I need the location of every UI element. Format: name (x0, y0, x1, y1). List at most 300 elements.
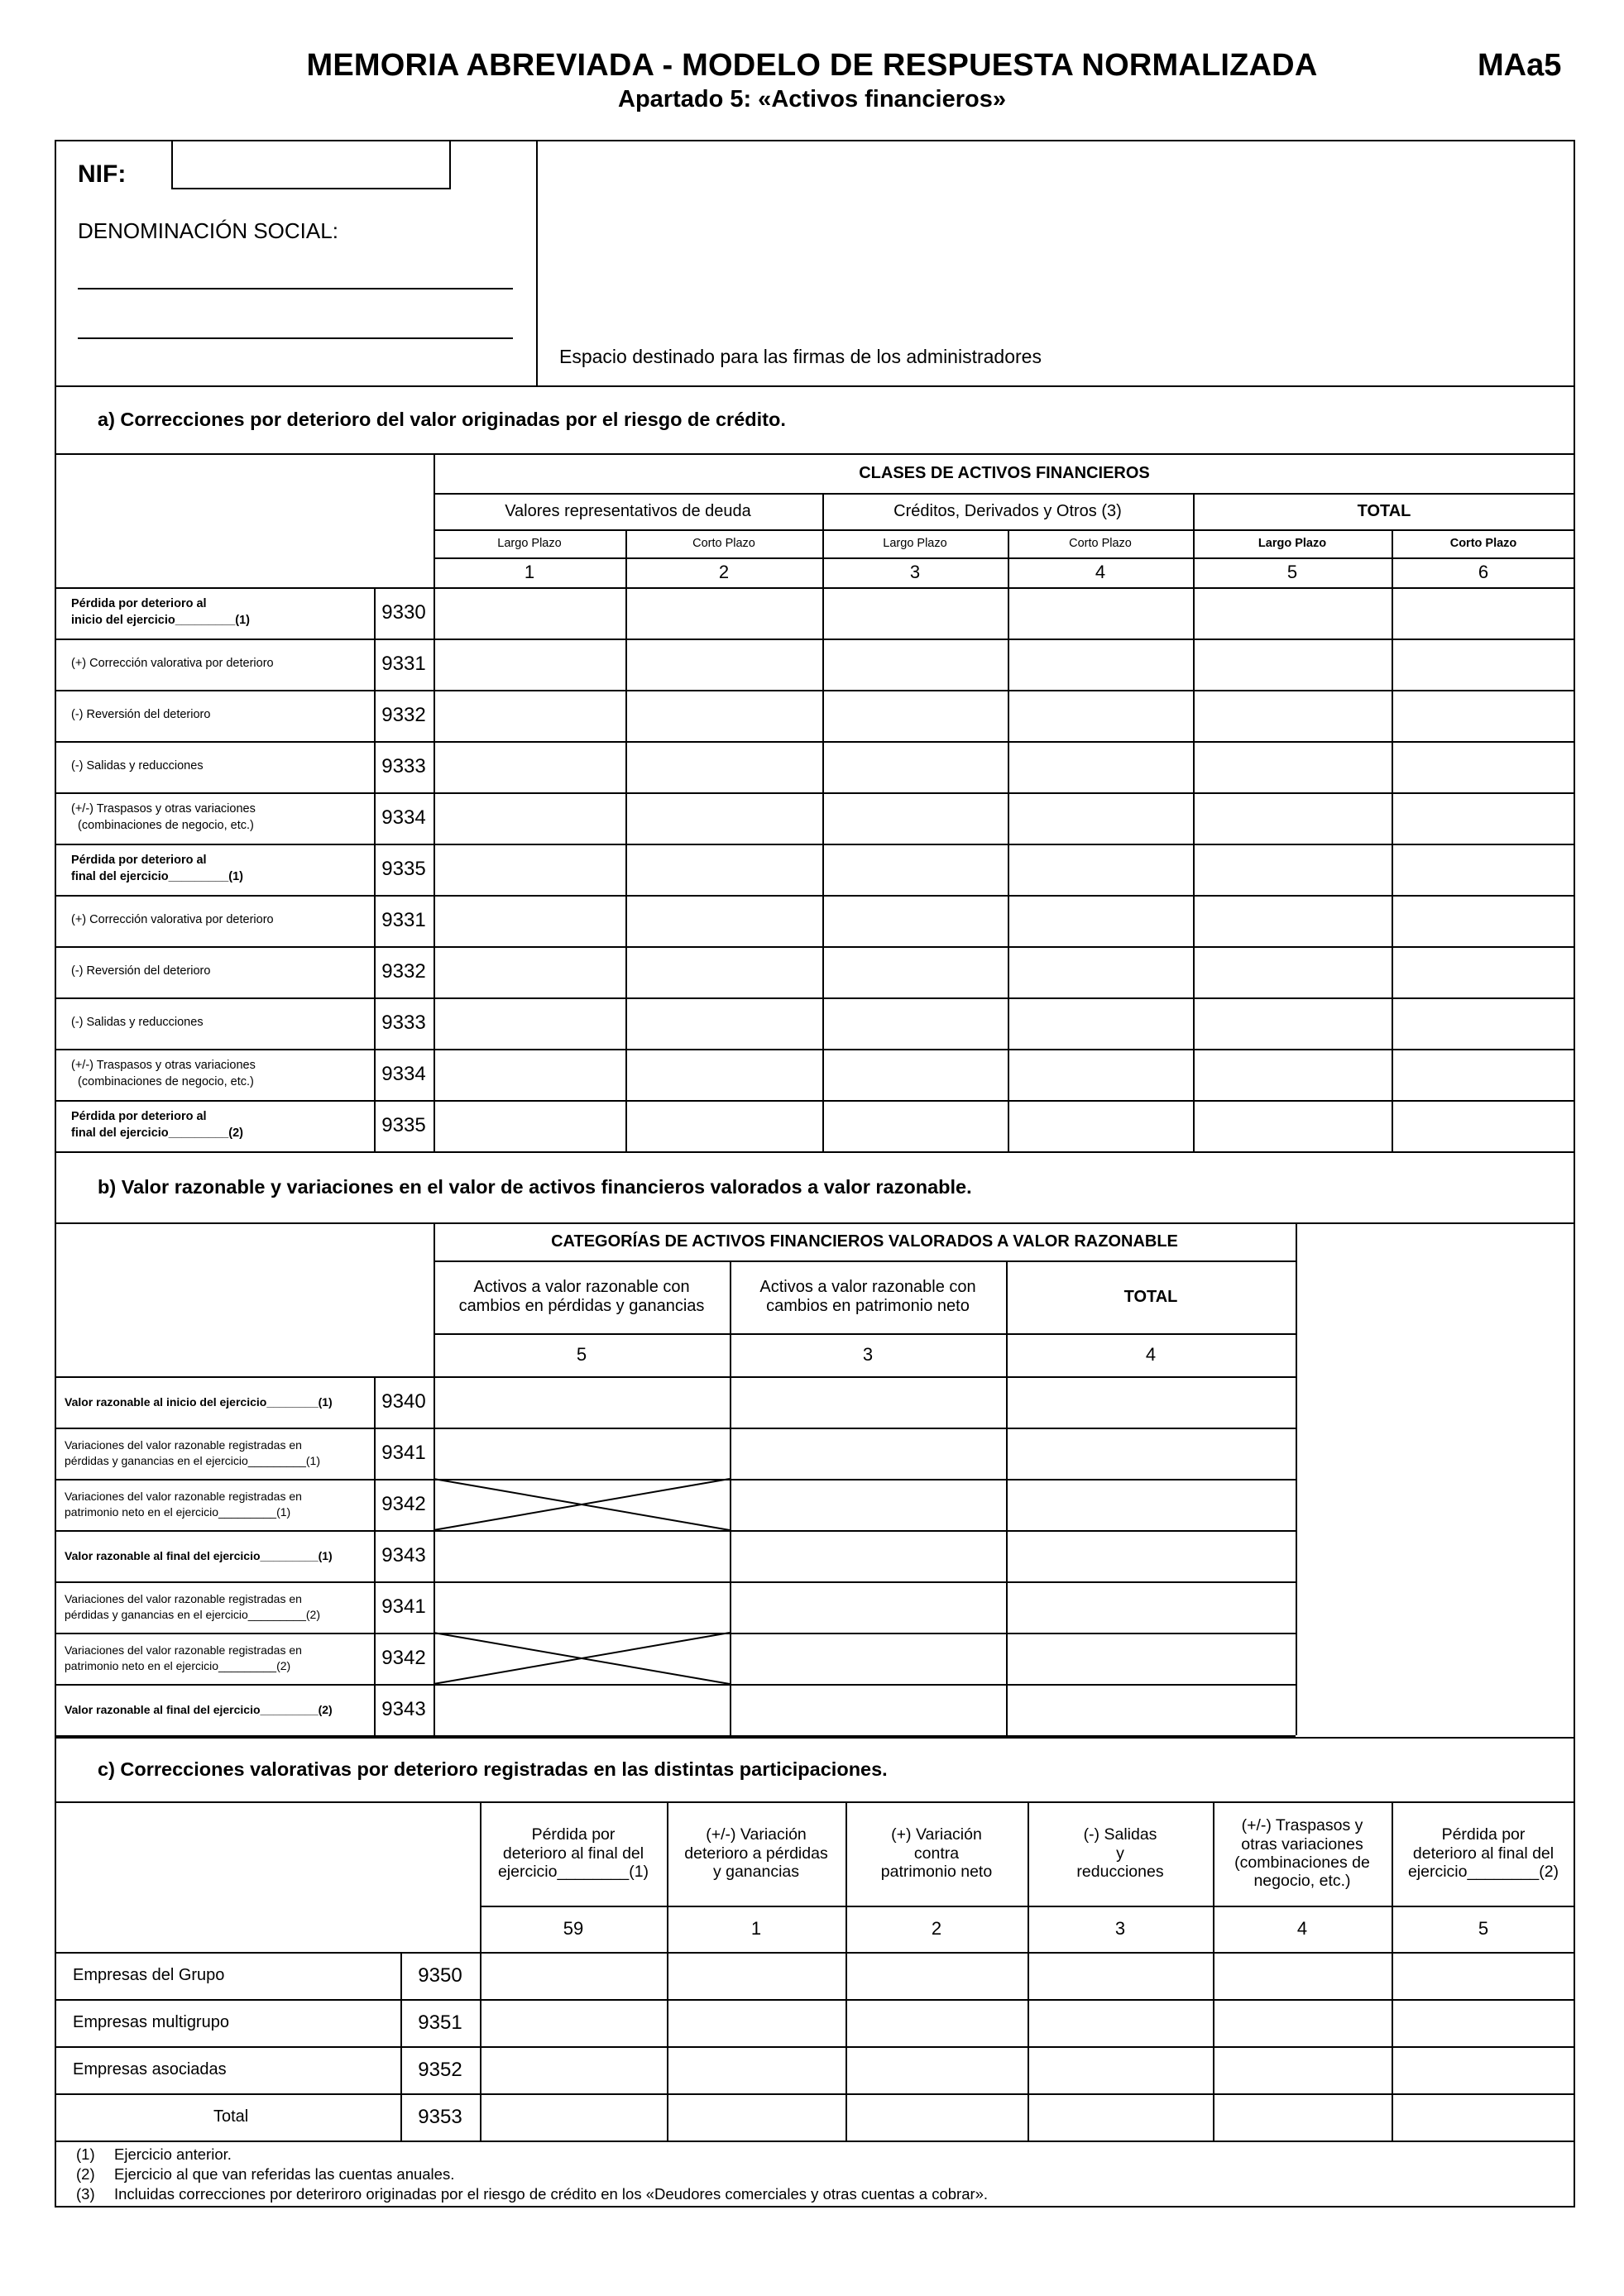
row-code-a-11: 9335 (381, 1114, 426, 1137)
participation-header-line: ejercicio________(1) (497, 1863, 649, 1882)
input-c-r1-c3[interactable] (849, 1955, 1024, 1996)
participation-header-1 (480, 1801, 667, 1906)
input-c-r3-c3[interactable] (849, 2050, 1024, 2090)
participation-header-4 (1028, 1801, 1213, 1906)
row-label-line-1: Variaciones del valor razonable registradas en (65, 1592, 302, 1606)
input-a-r3-c6[interactable] (1395, 693, 1572, 738)
row-label-line-1: Variaciones del valor razonable registradas en (65, 1490, 302, 1504)
input-b-r5-c1[interactable] (437, 1585, 726, 1629)
grid-line (625, 529, 627, 587)
footnote-3 (76, 2185, 988, 2203)
grid-line (1006, 1376, 1008, 1735)
input-a-r9-c1[interactable] (437, 1001, 622, 1045)
row-code-b-4: 9343 (381, 1544, 426, 1567)
grid-line (730, 1260, 731, 1376)
input-b-r1-c1[interactable] (437, 1380, 726, 1424)
input-c-r4-c5[interactable] (1216, 2097, 1388, 2137)
category-header-1 (434, 1260, 730, 1333)
row-code-a-9: 9333 (381, 1012, 426, 1035)
input-c-r4-c6[interactable] (1395, 2097, 1572, 2137)
input-b-r2-c1[interactable] (437, 1431, 726, 1476)
participation-header-line: ejercicio________(2) (1407, 1863, 1559, 1882)
grid-line (1392, 587, 1393, 1151)
row-label-text (71, 596, 250, 629)
input-a-r11-c3[interactable] (826, 1103, 1004, 1148)
participation-header-line: (+/-) Traspasos y (1241, 1816, 1363, 1835)
category-number-2: 3 (862, 1344, 874, 1366)
input-c-r2-c2[interactable] (670, 2002, 842, 2043)
input-a-r8-c1[interactable] (437, 949, 622, 994)
input-c-r3-c4[interactable] (1031, 2050, 1210, 2090)
row-label-line-2: pérdidas y ganancias en el ejercicio_________(2) (65, 1608, 320, 1621)
participation-header-line: Pérdida por (1441, 1825, 1526, 1844)
input-b-r2-c2[interactable] (733, 1431, 1003, 1476)
row-label-a-2 (71, 639, 369, 690)
input-a-r10-c1[interactable] (437, 1052, 622, 1097)
input-a-r9-c6[interactable] (1395, 1001, 1572, 1045)
categorias-header: CATEGORÍAS DE ACTIVOS FINANCIEROS VALORADOS A VALOR RAZONABLE (551, 1232, 1178, 1251)
input-a-r7-c2[interactable] (629, 898, 819, 943)
input-a-r1-c5[interactable] (1196, 591, 1388, 635)
grid-line (480, 1801, 481, 2141)
row-label-a-1 (71, 587, 369, 639)
input-b-r7-c1[interactable] (437, 1687, 726, 1732)
grid-line (434, 557, 1575, 559)
denominacion-line-2[interactable] (78, 308, 513, 339)
input-a-r10-c3[interactable] (826, 1052, 1004, 1097)
input-a-r8-c5[interactable] (1196, 949, 1388, 994)
input-b-r1-c2[interactable] (733, 1380, 1003, 1424)
input-a-r2-c6[interactable] (1395, 642, 1572, 686)
input-a-r1-c4[interactable] (1011, 591, 1190, 635)
category-number-3: 4 (1145, 1344, 1157, 1366)
grid-line (1193, 493, 1195, 587)
row-label-a-11 (71, 1100, 369, 1151)
input-b-r5-c3[interactable] (1009, 1585, 1292, 1629)
input-a-r8-c4[interactable] (1011, 949, 1190, 994)
input-a-r10-c5[interactable] (1196, 1052, 1388, 1097)
class-header-1: Valores representativos de deuda (505, 501, 751, 520)
grid-line (434, 587, 435, 1151)
column-number-1: 1 (524, 562, 535, 583)
form-code: MAa5 (1478, 48, 1562, 83)
footnote-number: (1) (76, 2145, 95, 2163)
row-label-text (65, 1702, 333, 1718)
row-label-line-2: final del ejercicio_________(2) (71, 1126, 243, 1140)
participation-header-line: deterioro al final del (502, 1844, 644, 1863)
participation-header-line: patrimonio neto (880, 1863, 993, 1882)
category-header-2 (730, 1260, 1006, 1333)
grid-line (1392, 1801, 1393, 2141)
grid-line (1193, 587, 1195, 1151)
input-a-r7-c5[interactable] (1196, 898, 1388, 943)
row-label-line-1: Pérdida por deterioro al (71, 854, 207, 868)
input-c-r1-c1[interactable] (483, 1955, 663, 1996)
input-b-r6-c3[interactable] (1009, 1636, 1292, 1681)
row-label-text (71, 1058, 256, 1090)
row-code-a-6: 9335 (381, 858, 426, 881)
participation-header-line: deterioro al final del (1412, 1844, 1555, 1863)
denominacion-label: DENOMINACIÓN SOCIAL: (78, 218, 338, 243)
firmas-note: Espacio destinado para las firmas de los administradores (559, 346, 1042, 367)
grid-line (434, 1333, 1296, 1335)
category-header-line-1: Activos a valor razonable con (473, 1278, 690, 1296)
participation-number-6: 5 (1478, 1918, 1489, 1940)
input-a-r8-c6[interactable] (1395, 949, 1572, 994)
input-b-r7-c3[interactable] (1009, 1687, 1292, 1732)
input-a-r11-c5[interactable] (1196, 1103, 1388, 1148)
row-label-line-1: Variaciones del valor razonable registradas en (65, 1643, 302, 1657)
denominacion-line-1[interactable] (78, 258, 513, 289)
column-number-2: 2 (718, 562, 730, 583)
row-label-b-3 (65, 1479, 372, 1530)
row-label-text (65, 1548, 333, 1564)
row-code-a-7: 9331 (381, 909, 426, 932)
input-b-r4-c1[interactable] (437, 1533, 726, 1578)
input-a-r6-c6[interactable] (1395, 847, 1572, 892)
participation-header-6 (1392, 1801, 1575, 1906)
grid-line (822, 587, 824, 1151)
input-c-r1-c5[interactable] (1216, 1955, 1388, 1996)
input-a-r1-c6[interactable] (1395, 591, 1572, 635)
row-code-a-10: 9334 (381, 1063, 426, 1086)
input-a-r11-c4[interactable] (1011, 1103, 1190, 1148)
participation-number-4: 3 (1114, 1918, 1126, 1940)
input-a-r6-c2[interactable] (629, 847, 819, 892)
class-header-3: TOTAL (1357, 501, 1411, 520)
category-header-3 (1006, 1260, 1296, 1333)
input-c-r1-c2[interactable] (670, 1955, 842, 1996)
input-a-r9-c4[interactable] (1011, 1001, 1190, 1045)
subheader-1: Largo Plazo (497, 536, 562, 550)
participation-header-line: deterioro a pérdidas (684, 1844, 828, 1863)
input-a-r4-c3[interactable] (826, 744, 1004, 789)
input-a-r3-c5[interactable] (1196, 693, 1388, 738)
participation-header-3 (846, 1801, 1028, 1906)
section-a-title: a) Correcciones por deterioro del valor originadas por el riesgo de crédito. (98, 409, 786, 430)
input-a-r10-c2[interactable] (629, 1052, 819, 1097)
input-a-r4-c2[interactable] (629, 744, 819, 789)
row-label-line-2: inicio del ejercicio_________(1) (71, 614, 251, 627)
subheader-5: Largo Plazo (1258, 536, 1327, 550)
nif-label: NIF: (78, 160, 127, 188)
input-b-r7-c2[interactable] (733, 1687, 1003, 1732)
grid-line (400, 1952, 402, 2141)
row-label-text (71, 707, 210, 724)
row-code-b-6: 9342 (381, 1647, 426, 1670)
input-a-r2-c1[interactable] (437, 642, 622, 686)
input-a-r5-c6[interactable] (1395, 796, 1572, 840)
row-label-line-1: (+/-) Traspasos y otras variaciones (71, 1059, 256, 1073)
participation-header-line: (-) Salidas (1083, 1825, 1157, 1844)
participation-header-2 (667, 1801, 846, 1906)
grid-line (1213, 1801, 1214, 2141)
category-header-line-1: Activos a valor razonable con (759, 1278, 976, 1296)
row-label-line-1: Variaciones del valor razonable registradas en (65, 1438, 302, 1452)
input-b-r4-c3[interactable] (1009, 1533, 1292, 1578)
input-a-r10-c6[interactable] (1395, 1052, 1572, 1097)
input-a-r6-c3[interactable] (826, 847, 1004, 892)
input-a-r3-c1[interactable] (437, 693, 622, 738)
participation-row-code-2: 9351 (418, 2011, 462, 2034)
row-label-line-1: (+) Corrección valorativa por deterioro (71, 913, 274, 927)
row-code-b-5: 9341 (381, 1595, 426, 1619)
input-c-r2-c3[interactable] (849, 2002, 1024, 2043)
participation-header-line: y ganancias (712, 1863, 800, 1882)
grid-line (374, 587, 376, 1151)
input-b-r4-c2[interactable] (733, 1533, 1003, 1578)
participation-row-label-2: Empresas multigrupo (73, 2013, 229, 2031)
row-code-a-3: 9332 (381, 704, 426, 727)
input-c-r3-c2[interactable] (670, 2050, 842, 2090)
input-a-r5-c2[interactable] (629, 796, 819, 840)
grid-line (1028, 1801, 1029, 2141)
column-number-5: 5 (1286, 562, 1298, 583)
row-label-a-6 (71, 844, 369, 895)
input-a-r3-c2[interactable] (629, 693, 819, 738)
grid-line (434, 453, 435, 587)
grid-line (434, 1376, 435, 1735)
row-code-a-4: 9333 (381, 755, 426, 778)
participation-header-line: (combinaciones de (1234, 1854, 1370, 1872)
input-a-r7-c1[interactable] (437, 898, 622, 943)
input-c-r2-c5[interactable] (1216, 2002, 1388, 2043)
input-a-r9-c5[interactable] (1196, 1001, 1388, 1045)
row-label-text (65, 1591, 320, 1623)
column-number-4: 4 (1095, 562, 1106, 583)
row-label-line-2: patrimonio neto en el ejercicio_________(1) (65, 1505, 291, 1519)
footnote-1 (76, 2145, 232, 2164)
footnote-text: Ejercicio anterior. (114, 2145, 232, 2163)
participation-row-label-1: Empresas del Grupo (73, 1966, 225, 1984)
clases-header: CLASES DE ACTIVOS FINANCIEROS (859, 463, 1150, 482)
crossed-out-cell (434, 1633, 730, 1684)
category-number-1: 5 (576, 1344, 587, 1366)
subheader-3: Largo Plazo (883, 536, 947, 550)
input-a-r6-c4[interactable] (1011, 847, 1190, 892)
row-label-b-6 (65, 1633, 372, 1684)
form-title: MEMORIA ABREVIADA - MODELO DE RESPUESTA NORMALIZADA (306, 48, 1318, 83)
participation-row-code-3: 9352 (418, 2058, 462, 2081)
row-label-line-1: (+/-) Traspasos y otras variaciones (71, 802, 256, 816)
row-label-b-2 (65, 1428, 372, 1479)
row-label-line-1: Valor razonable al inicio del ejercicio________(1) (65, 1394, 333, 1409)
participation-header-5 (1213, 1801, 1392, 1906)
input-a-r11-c2[interactable] (629, 1103, 819, 1148)
input-a-r2-c3[interactable] (826, 642, 1004, 686)
participation-row-label-3: Empresas asociadas (73, 2060, 227, 2078)
row-code-a-1: 9330 (381, 601, 426, 624)
grid-line (1296, 1222, 1297, 1376)
input-a-r1-c1[interactable] (437, 591, 622, 635)
crossed-out-cell (434, 1479, 730, 1530)
input-c-r1-c6[interactable] (1395, 1955, 1572, 1996)
grid-line (1006, 1260, 1008, 1376)
row-label-line-2: final del ejercicio_________(1) (71, 870, 243, 883)
grid-line (667, 1801, 668, 2141)
row-label-a-10 (71, 1049, 369, 1100)
input-a-r4-c4[interactable] (1011, 744, 1190, 789)
row-label-text (65, 1489, 302, 1520)
input-c-r3-c1[interactable] (483, 2050, 663, 2090)
participation-header-line: y (1116, 1844, 1124, 1863)
subheader-6: Corto Plazo (1449, 536, 1517, 550)
row-label-text (71, 964, 210, 980)
input-c-r1-c4[interactable] (1031, 1955, 1210, 1996)
input-a-r5-c3[interactable] (826, 796, 1004, 840)
grid-line (846, 1801, 847, 2141)
input-c-r2-c1[interactable] (483, 2002, 663, 2043)
row-code-b-3: 9342 (381, 1493, 426, 1516)
input-c-r2-c4[interactable] (1031, 2002, 1210, 2043)
footnote-number: (2) (76, 2165, 95, 2183)
input-b-r3-c3[interactable] (1009, 1482, 1292, 1527)
input-a-r2-c2[interactable] (629, 642, 819, 686)
row-label-a-7 (71, 895, 369, 946)
input-c-r4-c2[interactable] (670, 2097, 842, 2137)
input-a-r3-c3[interactable] (826, 693, 1004, 738)
participation-number-5: 4 (1296, 1918, 1308, 1940)
row-label-text (71, 656, 274, 672)
row-label-b-5 (65, 1581, 372, 1633)
input-c-r2-c6[interactable] (1395, 2002, 1572, 2043)
footnote-text: Ejercicio al que van referidas las cuentas anuales. (114, 2165, 455, 2183)
row-label-b-4 (65, 1530, 372, 1581)
input-c-r3-c5[interactable] (1216, 2050, 1388, 2090)
firmas-divider (536, 140, 538, 386)
row-label-line-1: (+) Corrección valorativa por deterioro (71, 657, 274, 671)
input-b-r3-c2[interactable] (733, 1482, 1003, 1527)
grid-line (1008, 529, 1009, 587)
row-label-line-2: (combinaciones de negocio, etc.) (71, 819, 254, 832)
grid-line (730, 1376, 731, 1735)
input-a-r5-c4[interactable] (1011, 796, 1190, 840)
row-label-text (71, 1109, 243, 1141)
row-label-a-9 (71, 997, 369, 1049)
row-label-line-2: (combinaciones de negocio, etc.) (71, 1075, 254, 1088)
input-c-r4-c4[interactable] (1031, 2097, 1210, 2137)
footnote-text: Incluidas correcciones por deteriroro originadas por el riesgo de crédito en los «Deudores comerciales y otras cuentas a cobrar». (114, 2185, 989, 2203)
input-a-r8-c2[interactable] (629, 949, 819, 994)
input-a-r5-c5[interactable] (1196, 796, 1388, 840)
row-label-line-1: Pérdida por deterioro al (71, 597, 207, 611)
row-label-line-1: (-) Reversión del deterioro (71, 708, 211, 722)
participation-number-3: 2 (931, 1918, 942, 1940)
row-label-text (71, 853, 243, 885)
section-c-title: c) Correcciones valorativas por deterioro registradas en las distintas participaciones. (98, 1758, 888, 1780)
input-b-r6-c2[interactable] (733, 1636, 1003, 1681)
grid-line (822, 493, 824, 587)
row-label-text (71, 758, 204, 775)
participation-header-line: negocio, etc.) (1253, 1872, 1351, 1891)
input-c-r4-c1[interactable] (483, 2097, 663, 2137)
input-a-r3-c4[interactable] (1011, 693, 1190, 738)
row-code-a-8: 9332 (381, 960, 426, 983)
row-label-text (71, 801, 256, 834)
grid-line (374, 1376, 376, 1735)
input-a-r1-c2[interactable] (629, 591, 819, 635)
row-code-a-2: 9331 (381, 653, 426, 676)
row-label-b-1 (65, 1376, 372, 1428)
input-a-r4-c6[interactable] (1395, 744, 1572, 789)
section-b-title: b) Valor razonable y variaciones en el valor de activos financieros valorados a valor razonable. (98, 1176, 972, 1198)
grid-line (434, 1222, 435, 1376)
row-code-b-7: 9343 (381, 1698, 426, 1721)
row-label-line-1: Valor razonable al final del ejercicio_________(2) (65, 1702, 333, 1716)
row-code-b-1: 9340 (381, 1390, 426, 1413)
footnote-2 (76, 2165, 454, 2184)
participation-header-line: reducciones (1076, 1863, 1164, 1882)
class-header-2: Créditos, Derivados y Otros (3) (893, 501, 1122, 520)
grid-line (1296, 1376, 1297, 1735)
grid-line (1008, 587, 1009, 1151)
participation-number-2: 1 (750, 1918, 762, 1940)
participation-header-line: Pérdida por (531, 1825, 616, 1844)
input-a-r6-c1[interactable] (437, 847, 622, 892)
input-c-r3-c6[interactable] (1395, 2050, 1572, 2090)
row-label-line-2: pérdidas y ganancias en el ejercicio_________(1) (65, 1454, 320, 1467)
input-a-r2-c4[interactable] (1011, 642, 1190, 686)
participation-header-line: (+) Variación (891, 1825, 982, 1844)
input-a-r8-c3[interactable] (826, 949, 1004, 994)
row-label-a-8 (71, 946, 369, 997)
participation-number-1: 59 (563, 1918, 584, 1940)
column-number-3: 3 (909, 562, 921, 583)
participation-header-line: contra (913, 1844, 960, 1863)
input-a-r2-c5[interactable] (1196, 642, 1388, 686)
column-number-6: 6 (1478, 562, 1489, 583)
input-a-r7-c3[interactable] (826, 898, 1004, 943)
nif-input[interactable] (171, 140, 451, 189)
input-b-r5-c2[interactable] (733, 1585, 1003, 1629)
form-subtitle: Apartado 5: «Activos financieros» (618, 86, 1006, 112)
grid-line (1392, 529, 1393, 587)
category-header-line-2: cambios en patrimonio neto (766, 1297, 970, 1315)
input-a-r11-c6[interactable] (1395, 1103, 1572, 1148)
participation-row-code-4: 9353 (418, 2105, 462, 2128)
row-label-line-1: (-) Reversión del deterioro (71, 964, 211, 978)
input-a-r4-c5[interactable] (1196, 744, 1388, 789)
input-a-r4-c1[interactable] (437, 744, 622, 789)
input-a-r6-c5[interactable] (1196, 847, 1388, 892)
input-a-r9-c3[interactable] (826, 1001, 1004, 1045)
row-label-a-3 (71, 690, 369, 741)
input-a-r7-c6[interactable] (1395, 898, 1572, 943)
participation-header-line: (+/-) Variación (706, 1825, 807, 1844)
input-b-r1-c3[interactable] (1009, 1380, 1292, 1424)
row-label-text (65, 1643, 302, 1674)
input-b-r2-c3[interactable] (1009, 1431, 1292, 1476)
grid-line (625, 587, 627, 1151)
row-label-line-2: patrimonio neto en el ejercicio_________(2) (65, 1659, 291, 1672)
row-label-line-1: Pérdida por deterioro al (71, 1110, 207, 1124)
participation-header-line: otras variaciones (1241, 1834, 1363, 1854)
input-a-r10-c4[interactable] (1011, 1052, 1190, 1097)
row-label-line-1: (-) Salidas y reducciones (71, 1016, 204, 1030)
row-label-a-4 (71, 741, 369, 792)
row-label-a-5 (71, 792, 369, 844)
input-a-r5-c1[interactable] (437, 796, 622, 840)
category-header-line-1: TOTAL (1123, 1287, 1178, 1306)
input-c-r4-c3[interactable] (849, 2097, 1024, 2137)
row-label-text (65, 1437, 320, 1469)
row-label-line-1: (-) Salidas y reducciones (71, 759, 204, 773)
input-a-r1-c3[interactable] (826, 591, 1004, 635)
row-label-line-1: Valor razonable al final del ejercicio_________(1) (65, 1548, 333, 1562)
input-a-r9-c2[interactable] (629, 1001, 819, 1045)
input-a-r7-c4[interactable] (1011, 898, 1190, 943)
input-a-r11-c1[interactable] (437, 1103, 622, 1148)
